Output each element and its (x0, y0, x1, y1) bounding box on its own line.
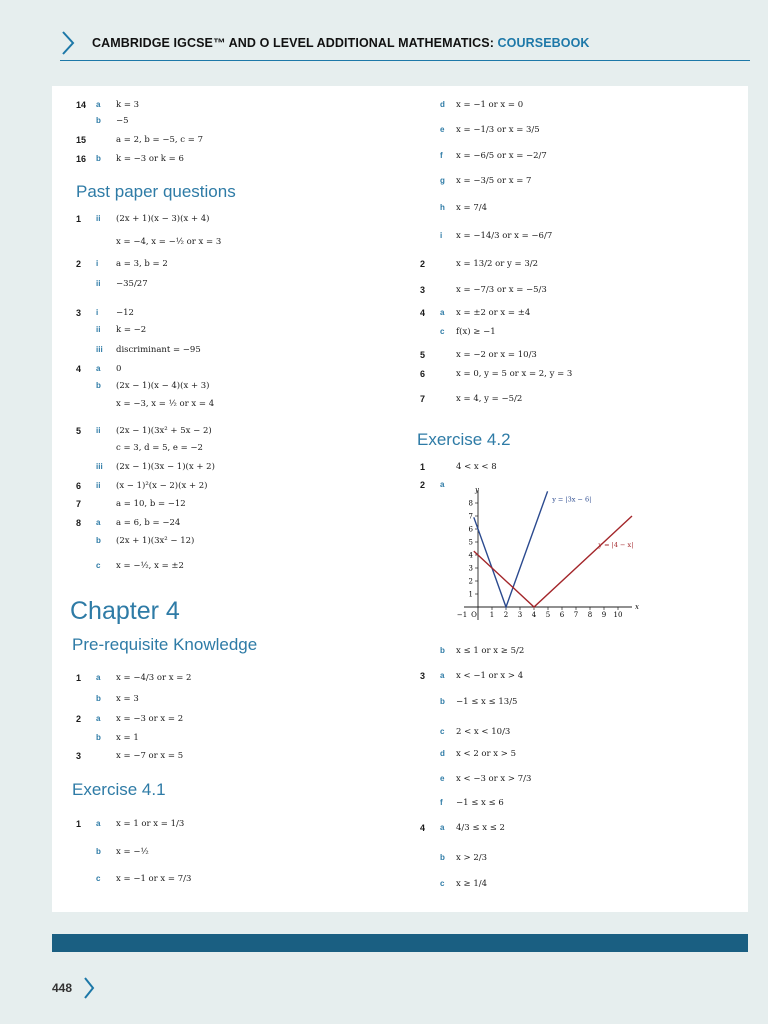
answer-text: 0 (116, 364, 122, 374)
part-label: a (440, 480, 445, 489)
answer-text: 4 < x < 8 (456, 462, 497, 472)
line-4-minus-x (474, 516, 632, 607)
part-label: d (440, 100, 445, 109)
answer-text: x = 1 or x = 1/3 (116, 819, 185, 829)
answer-text: 2 < x < 10/3 (456, 727, 511, 737)
part-label: a (96, 673, 101, 682)
part-label: a (96, 714, 101, 723)
x-tick-label: 7 (573, 611, 579, 619)
x-tick-label: 5 (545, 611, 551, 619)
answer-text: −1 ≤ x ≤ 6 (456, 798, 504, 808)
section-past-paper: Past paper questions (76, 182, 236, 201)
part-label: b (440, 853, 445, 862)
part-label: ii (96, 279, 101, 288)
answer-text: k = −3 or k = 6 (116, 154, 184, 164)
line1-label: y = |3x − 6| (552, 495, 592, 504)
answer-text: −35/27 (116, 279, 148, 289)
answer-text: x = −1 or x = 0 (456, 100, 524, 110)
answer-text: x = −3 or x = 2 (116, 714, 184, 724)
y-tick-label: 7 (468, 512, 473, 521)
part-label: b (96, 381, 101, 390)
part-label: i (96, 308, 99, 317)
x-tick-label: 10 (613, 611, 623, 619)
book-title: CAMBRIDGE IGCSE™ AND O LEVEL ADDITIONAL MATHEMATICS: COURSEBOOK (92, 36, 590, 50)
part-label: f (440, 151, 443, 160)
x-axis-label: x (635, 603, 639, 611)
line2-label: y = |4 − x| (598, 541, 634, 550)
answer-text: −1 ≤ x ≤ 13/5 (456, 697, 518, 707)
part-label: b (440, 646, 445, 655)
answer-text: x = 4, y = −5/2 (456, 394, 523, 404)
question-number: 1 (76, 214, 82, 224)
section-exercise-4-1: Exercise 4.1 (72, 780, 166, 799)
answer-text: x = −14/3 or x = −6/7 (456, 231, 553, 241)
answer-text: x = −6/5 or x = −2/7 (456, 151, 547, 161)
line-3x-minus-6 (474, 491, 548, 607)
part-label: ii (96, 325, 101, 334)
answer-text: (2x − 1)(3x² + 5x − 2) (116, 426, 212, 436)
y-tick-label: 4 (468, 551, 473, 560)
answer-text: x = 7/4 (456, 203, 487, 213)
question-number: 7 (76, 499, 82, 509)
question-number: 1 (76, 673, 82, 683)
x-tick-label: 9 (601, 611, 607, 619)
part-label: a (440, 823, 445, 832)
part-label: iii (96, 345, 103, 354)
answer-text: x ≥ 1/4 (456, 879, 487, 889)
part-label: a (96, 518, 101, 527)
part-label: ii (96, 481, 101, 490)
answer-text: x = −3/5 or x = 7 (456, 176, 532, 186)
x-tick-label: 6 (559, 611, 565, 619)
page-header (60, 28, 750, 60)
section-prereq: Pre-requisite Knowledge (72, 635, 258, 654)
question-number: 2 (76, 714, 82, 724)
answer-text: x = 13/2 or y = 3/2 (456, 259, 538, 269)
answer-text: k = −2 (116, 325, 147, 335)
part-label: i (440, 231, 443, 240)
part-label: c (96, 561, 101, 570)
part-label: c (440, 879, 445, 888)
chevron-right-icon (82, 976, 96, 1000)
question-number: 4 (420, 308, 426, 318)
answer-text: −5 (116, 116, 129, 126)
y-tick-label: 1 (468, 590, 473, 599)
part-label: e (440, 125, 445, 134)
part-label: b (96, 733, 101, 742)
answer-text: f(x) ≥ −1 (456, 327, 496, 337)
absolute-value-graph (450, 482, 660, 622)
part-label: c (96, 874, 101, 883)
question-number: 6 (420, 369, 426, 379)
question-number: 3 (420, 671, 426, 681)
answer-text: a = 10, b = −12 (116, 499, 186, 509)
question-number: 4 (420, 823, 426, 833)
question-number: 1 (76, 819, 82, 829)
answer-text: (2x − 1)(3x − 1)(x + 2) (116, 462, 215, 472)
answer-text: x < −3 or x > 7/3 (456, 774, 532, 784)
answer-text: x = −2 or x = 10/3 (456, 350, 537, 360)
part-label: c (440, 727, 445, 736)
question-number: 4 (76, 364, 82, 374)
answer-text: x = 0, y = 5 or x = 2, y = 3 (456, 369, 573, 379)
question-number: 14 (76, 100, 87, 110)
question-number: 15 (76, 135, 87, 145)
part-label: b (440, 697, 445, 706)
y-tick-label: 5 (468, 538, 473, 547)
part-label: b (96, 536, 101, 545)
answer-text: x = −7/3 or x = −5/3 (456, 285, 547, 295)
answer-text: a = 2, b = −5, c = 7 (116, 135, 204, 145)
footer-bar (52, 934, 748, 952)
part-label: e (440, 774, 445, 783)
answer-text: x = ±2 or x = ±4 (456, 308, 531, 318)
part-label: g (440, 176, 445, 185)
answer-text: x = 3 (116, 694, 139, 704)
answer-text: 4/3 ≤ x ≤ 2 (456, 823, 505, 833)
origin-label: O (471, 611, 477, 619)
answer-text: a = 3, b = 2 (116, 259, 168, 269)
question-number: 5 (420, 350, 426, 360)
x-tick-label: 1 (489, 611, 495, 619)
y-tick-label: 8 (468, 499, 473, 508)
y-tick-label: 2 (468, 577, 473, 586)
question-number: 2 (420, 259, 426, 269)
part-label: b (96, 694, 101, 703)
answer-text: x = −7 or x = 5 (116, 751, 184, 761)
answer-text: x = −1/3 or x = 3/5 (456, 125, 540, 135)
part-label: d (440, 749, 445, 758)
chevron-right-icon (60, 30, 76, 56)
answer-text: a = 6, b = −24 (116, 518, 181, 528)
question-number: 7 (420, 394, 426, 404)
answer-text: x < −1 or x > 4 (456, 671, 524, 681)
page-number: 448 (52, 981, 73, 995)
answer-text: x < 2 or x > 5 (456, 749, 517, 759)
question-number: 8 (76, 518, 82, 528)
question-number: 2 (420, 480, 426, 490)
y-tick-label: 3 (468, 564, 473, 573)
y-tick-label: 6 (468, 525, 473, 534)
part-label: ii (96, 214, 101, 223)
x-tick-label: 2 (503, 611, 509, 619)
section-exercise-4-2: Exercise 4.2 (417, 430, 511, 449)
answer-text: (2x + 1)(3x² − 12) (116, 536, 195, 546)
answer-text: x = −4, x = −½ or x = 3 (116, 237, 222, 247)
y-axis-label: y (475, 486, 479, 494)
part-label: b (96, 154, 101, 163)
answer-text: k = 3 (116, 100, 140, 110)
question-number: 1 (420, 462, 426, 472)
chapter-title: Chapter 4 (70, 597, 180, 625)
answer-text: x = −1 or x = 7/3 (116, 874, 192, 884)
answer-text: x = −½ (116, 847, 149, 857)
answer-text: (2x + 1)(x − 3)(x + 4) (116, 214, 210, 224)
question-number: 16 (76, 154, 87, 164)
question-number: 3 (76, 751, 82, 761)
part-label: a (96, 819, 101, 828)
negative-tick-label: −1 (456, 611, 468, 619)
part-label: ii (96, 426, 101, 435)
answer-text: x ≤ 1 or x ≥ 5/2 (456, 646, 525, 656)
part-label: f (440, 798, 443, 807)
x-tick-label: 4 (531, 611, 537, 619)
x-tick-label: 3 (517, 611, 523, 619)
question-number: 6 (76, 481, 82, 491)
x-tick-label: 8 (587, 611, 593, 619)
answer-text: x = −3, x = ½ or x = 4 (116, 399, 215, 409)
answer-text: x = −4/3 or x = 2 (116, 673, 192, 683)
answer-text: −12 (116, 308, 134, 318)
answer-text: (x − 1)²(x − 2)(x + 2) (116, 481, 208, 491)
part-label: b (96, 847, 101, 856)
header-rule (60, 60, 750, 61)
part-label: a (96, 364, 101, 373)
part-label: h (440, 203, 445, 212)
question-number: 2 (76, 259, 82, 269)
question-number: 5 (76, 426, 82, 436)
part-label: a (96, 100, 101, 109)
answer-text: x = −½, x = ±2 (116, 561, 184, 571)
question-number: 3 (420, 285, 426, 295)
part-label: c (440, 327, 445, 336)
answer-text: discriminant = −95 (116, 345, 201, 355)
part-label: iii (96, 462, 103, 471)
part-label: i (96, 259, 99, 268)
answer-text: x = 1 (116, 733, 139, 743)
part-label: b (96, 116, 101, 125)
question-number: 3 (76, 308, 82, 318)
answer-text: x > 2/3 (456, 853, 487, 863)
answer-text: c = 3, d = 5, e = −2 (116, 443, 203, 453)
answer-text: (2x − 1)(x − 4)(x + 3) (116, 381, 210, 391)
part-label: a (440, 671, 445, 680)
part-label: a (440, 308, 445, 317)
